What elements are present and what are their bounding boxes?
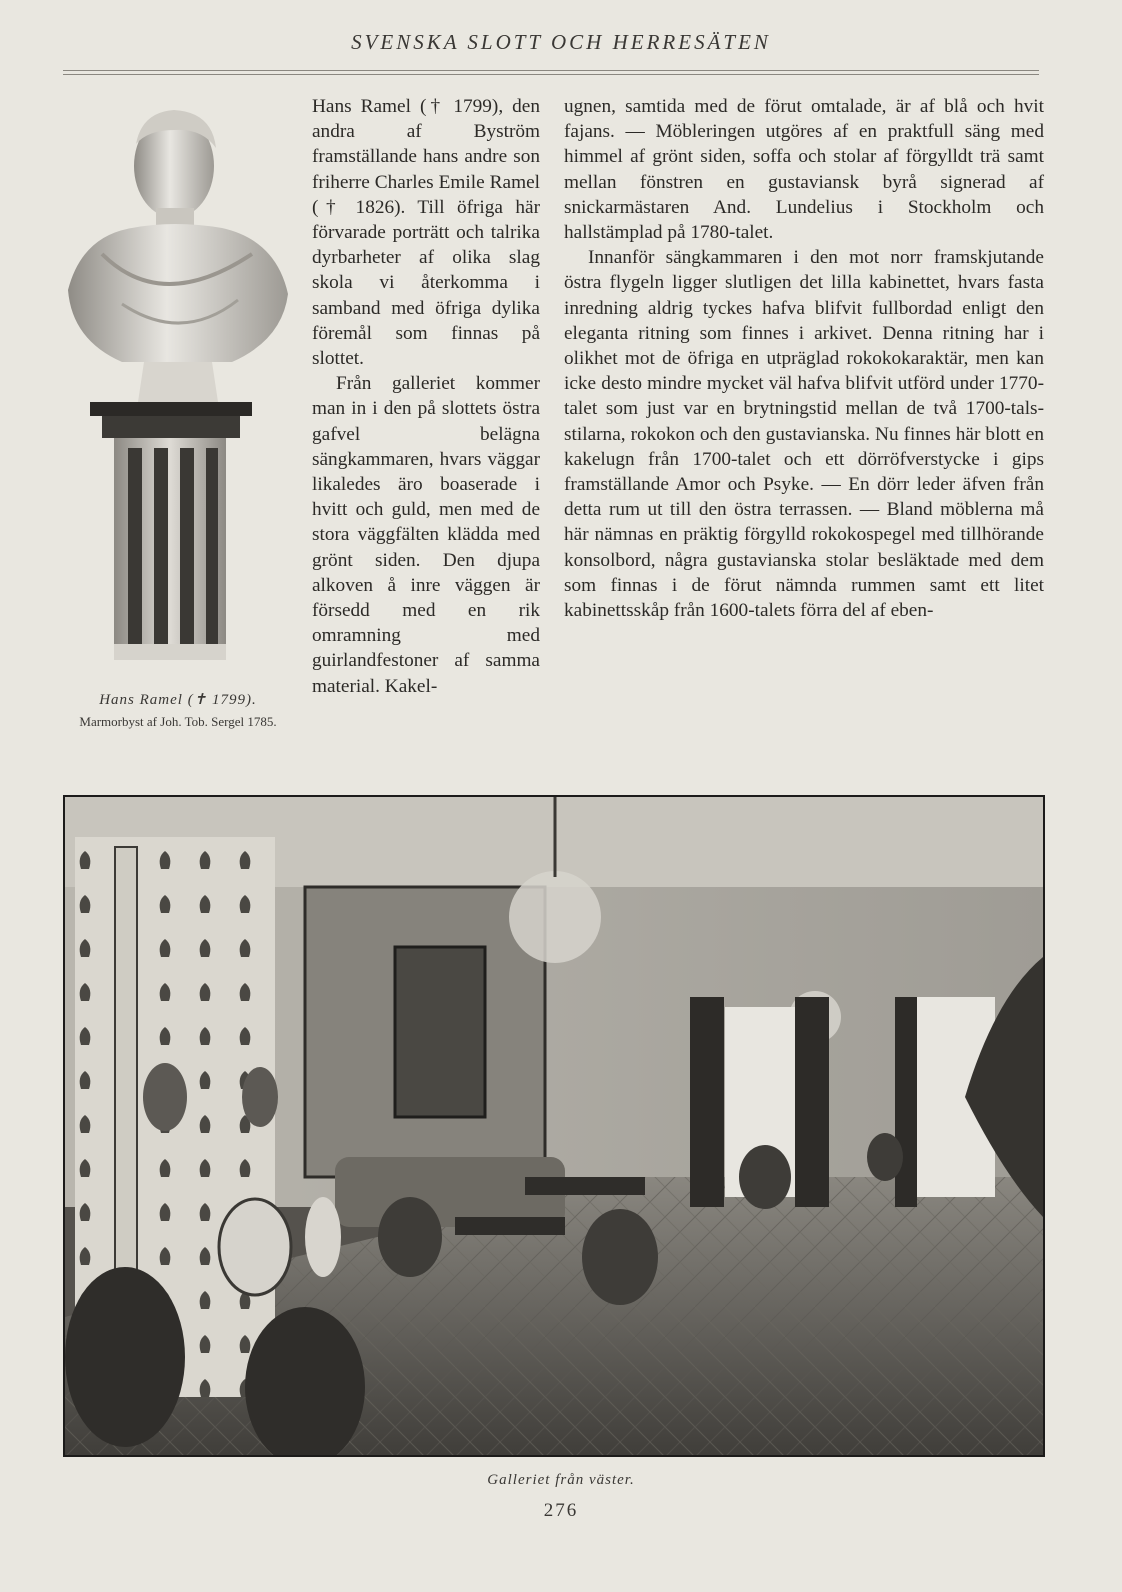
bust-caption-title: Hans Ramel (✝ 1799).: [99, 692, 257, 708]
paragraph: Hans Ramel († 1799), den andra af Byström framställande hans andre son friherre Charles Emile Ramel († 1826). Till öfriga här förvarade porträtt och talrika dyrbarheter af olika slag skola vi återkomma i samband med öfriga dylika föremål som finnas på slottet.: [312, 96, 540, 370]
gallery-photograph: [63, 795, 1045, 1457]
bust-illustration: [62, 104, 294, 672]
bust-caption-text: Marmorbyst af Joh. Tob. Sergel 1785.: [79, 714, 277, 729]
running-header: SVENSKA SLOTT OCH HERRESÄTEN: [351, 30, 771, 54]
page-number: 276: [543, 1500, 579, 1521]
header-rule-thin: [63, 74, 1039, 75]
bust-caption: [62, 690, 294, 730]
paragraph: ugnen, samtida med de förut omtalade, är af blå och hvit fajans. — Möbleringen utgöres af en praktfull säng med himmel af grönt siden, soffa och stolar af förgylldt trä samt mellan fönstren en gustaviansk byrå signerad af snickarmästaren And. Lundelius i Stockholm och hallstämplad på 1780-talet.: [564, 96, 1044, 244]
paragraph: Från galleriet kommer man in i den på slottets östra gafvel belägna sängkammaren, hvars väggar likaledes äro boaserade i hvitt och guld, men med de stora väggfälten klädda med grönt siden. Den djupa alkoven å inre väggen är försedd med en rik omramning med guirlandfestoner af samma material. Kakel-: [312, 373, 540, 697]
header-rule: [63, 70, 1039, 71]
paragraph: Innanför sängkammaren i den mot norr framskjutande östra flygeln ligger slutligen det lilla kabinettet, hvars fasta inredning aldrig tyckes hafva blifvit fullbordad enligt den eleganta ritning som finnes i arkivet. Denna ritning har i olikhet mot de öfriga en utpräglad rokokokaraktär, men kan icke desto mindre mycket väl hafva blifvit utförd under 1770-talet som just var en brytningstid mellan de två 1700-tals-stilarna, rokokon och den gustavianska. Nu finnes här blott en kakelugn från 1700-talet och ett dörröfverstycke i gips framställande Amor och Psyke. — En dörr leder äfven från detta rum ut till den östra terrassen. — Bland möblerna må här nämnas en präktig förgylld rokokospegel med tillhörande konsolbord, några gustavianska stolar besläktade med dem som finnas i de förut nämnda rummen samt ett litet kabinettsskåp från 1600-talets förra del af eben-: [564, 247, 1044, 622]
text-column-2: [564, 94, 1044, 623]
gallery-interior-illustration: [65, 797, 1043, 1455]
text-column-1: [312, 94, 540, 699]
photo-caption: Galleriet från väster.: [487, 1472, 635, 1488]
